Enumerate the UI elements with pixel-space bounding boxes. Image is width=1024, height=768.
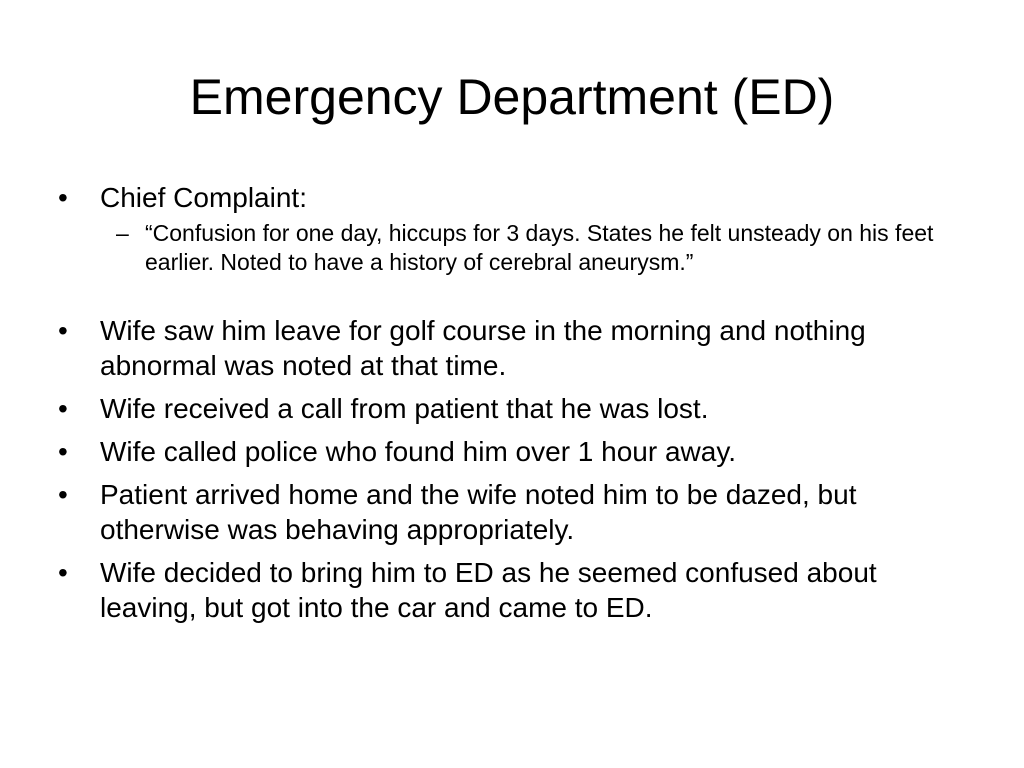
bullet-text: Wife saw him leave for golf course in the morning and nothing abnormal was noted at that time. [100,315,866,381]
bullet-item [56,313,976,383]
bullet-marker: • [58,182,68,213]
bullet-item [56,555,976,625]
bullet-marker: • [58,557,68,588]
slide-body [56,180,976,625]
sub-bullet-marker: – [116,220,129,246]
bullet-text: Chief Complaint: [100,182,307,213]
bullet-item [56,477,976,547]
bullet-marker: • [58,436,68,467]
bullet-text: Wife received a call from patient that he was lost. [100,393,709,424]
sub-bullet-text: “Confusion for one day, hiccups for 3 days. States he felt unsteady on his feet earlier. Noted to have a history of cerebral aneurysm.” [145,220,934,275]
sub-bullet-item [56,219,976,277]
bullet-marker: • [58,393,68,424]
bullet-item [56,434,976,469]
bullet-text: Wife called police who found him over 1 hour away. [100,436,737,467]
slide-title: Emergency Department (ED) [189,69,835,125]
bullet-marker: • [58,315,68,346]
bullet-text: Patient arrived home and the wife noted him to be dazed, but otherwise was behaving appropriately. [100,479,857,545]
spacer [56,277,976,313]
bullet-text: Wife decided to bring him to ED as he seemed confused about leaving, but got into the car and came to ED. [100,557,877,623]
bullet-marker: • [58,479,68,510]
bullet-item [56,391,976,426]
bullet-item [56,180,976,215]
